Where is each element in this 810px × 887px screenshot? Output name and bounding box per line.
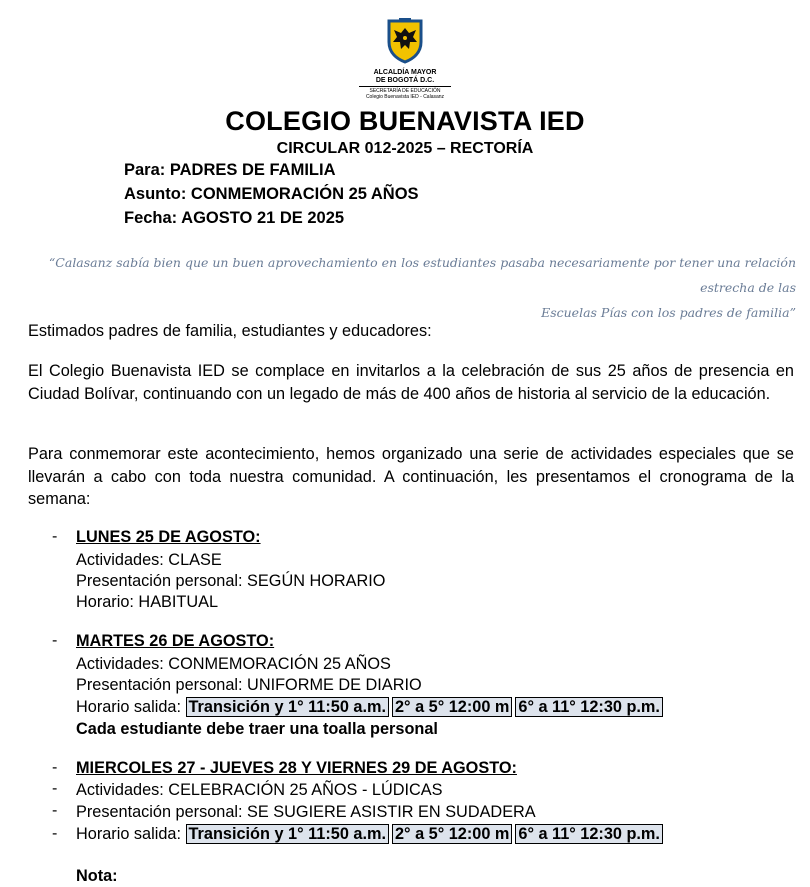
list-dash: - [52, 632, 58, 649]
subject: Asunto: CONMEMORACIÓN 25 AÑOS [124, 185, 419, 203]
recipient: Para: PADRES DE FAMILIA [124, 161, 336, 179]
schedule-label: Horario salida: [76, 698, 181, 716]
tuesday-activities: Actividades: CONMEMORACIÓN 25 AÑOS [76, 655, 391, 673]
list-dash: - [52, 759, 58, 776]
date: Fecha: AGOSTO 21 DE 2025 [124, 209, 345, 227]
monday-title: LUNES 25 DE AGOSTO: [76, 528, 261, 546]
monday-schedule: Horario: HABITUAL [76, 593, 219, 611]
list-dash: - [52, 825, 58, 842]
quote-line-1: “Calasanz sabía bien que un buen aprovechamiento en los estudiantes pasaba necesariamente por tener una relación estrecha de las [48, 255, 796, 295]
wed-fri-title: MIERCOLES 27 - JUEVES 28 Y VIERNES 29 DE AGOSTO: [76, 759, 517, 777]
tuesday-title: MARTES 26 DE AGOSTO: [76, 632, 275, 650]
paragraph-schedule: Para conmemorar este acontecimiento, hemos organizado una serie de actividades especiales que se llevarán a cabo con toda nuestra comunidad. A continuación, les presentamos el cronograma de la semana: [28, 445, 794, 508]
tuesday-presentation: Presentación personal: UNIFORME DE DIARIO [76, 676, 422, 694]
greeting: Estimados padres de familia, estudiantes y educadores: [28, 322, 432, 340]
wed-fri-presentation: Presentación personal: SE SUGIERE ASISTIR EN SUDADERA [76, 803, 536, 821]
slot-primary: 2° a 5° 12:00 m [392, 697, 512, 717]
logo-line-4: Colegio Buenavista IED - Calasanz [365, 94, 445, 100]
header-logo [0, 18, 810, 100]
list-dash: - [52, 528, 58, 545]
nota-label: Nota: [76, 867, 118, 885]
slot-secondary: 6° a 11° 12:30 p.m. [515, 697, 663, 717]
tuesday-schedule-row [76, 697, 666, 718]
circular-number: CIRCULAR 012-2025 – RECTORÍA [276, 140, 534, 157]
slot-secondary: 6° a 11° 12:30 p.m. [515, 824, 663, 844]
logo-line-2: DE BOGOTÁ D.C. [375, 77, 435, 84]
school-title: COLEGIO BUENAVISTA IED [225, 106, 585, 136]
wed-fri-activities: Actividades: CELEBRACIÓN 25 AÑOS - LÚDICAS [76, 781, 443, 799]
slot-transition: Transición y 1° 11:50 a.m. [186, 697, 389, 717]
wed-fri-schedule-row [76, 824, 666, 845]
towel-note: Cada estudiante debe traer una toalla personal [76, 720, 438, 738]
slot-primary: 2° a 5° 12:00 m [392, 824, 512, 844]
quote-line-2: Escuelas Pías con los padres de familia” [541, 305, 796, 320]
logo-rule [359, 86, 451, 87]
logo-line-1: ALCALDÍA MAYOR [373, 69, 437, 76]
paragraph-intro: El Colegio Buenavista IED se complace en invitarlos a la celebración de sus 25 años de presencia en Ciudad Bolívar, continuando con un legado de más de 400 años de historia al servicio de la educación. [28, 362, 794, 403]
slot-transition: Transición y 1° 11:50 a.m. [186, 824, 389, 844]
monday-presentation: Presentación personal: SEGÚN HORARIO [76, 572, 386, 590]
list-dash: - [52, 802, 58, 819]
calasanz-quote [16, 250, 796, 325]
logo-line-3: SECRETARÍA DE EDUCACIÓN [369, 88, 441, 94]
schedule-label: Horario salida: [76, 825, 181, 843]
list-dash: - [52, 780, 58, 797]
monday-activities: Actividades: CLASE [76, 551, 222, 569]
bogota-coat-of-arms-icon [386, 18, 424, 64]
